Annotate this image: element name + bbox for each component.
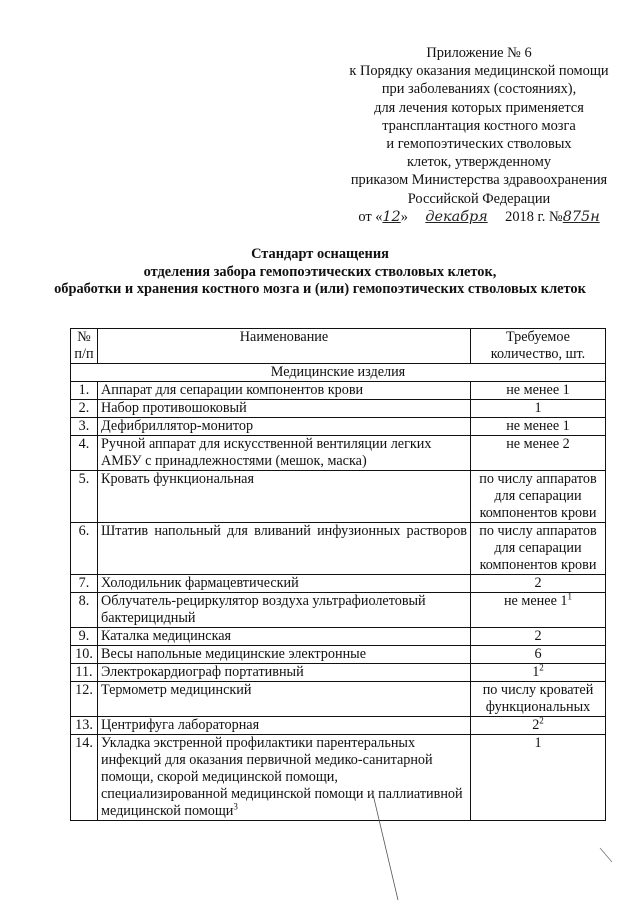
- row-qty: по числу кроватей функциональных: [471, 682, 606, 717]
- annex-line: клеток, утвержденному: [406, 154, 552, 171]
- row-num: 2.: [71, 400, 98, 418]
- annex-line: и гемопоэтических стволовых: [386, 136, 572, 153]
- row-name: Штатив напольный для вливаний инфузионных растворов: [98, 523, 471, 575]
- row-name: Набор противошоковый: [98, 400, 471, 418]
- annex-line: Российской Федерации: [407, 190, 551, 207]
- annex-line: для лечения которых применяется: [374, 99, 584, 116]
- row-qty: 1: [471, 735, 606, 821]
- footnote-ref: 3: [233, 801, 238, 812]
- row-num: 9.: [71, 628, 98, 646]
- row-num: 13.: [71, 717, 98, 735]
- order-day: 12: [382, 208, 401, 225]
- row-qty: не менее 1: [471, 418, 606, 436]
- row-name: Каталка медицинская: [98, 628, 471, 646]
- row-qty: не менее 2: [471, 436, 606, 471]
- row-name: Термометр медицинский: [98, 682, 471, 717]
- row-num: 5.: [71, 471, 98, 523]
- row-name: Укладка экстренной профилактики парентеральных инфекций для оказания первичной медико-санитарной помощи, скорой медицинской помощи, специализированной медицинской помощи и паллиативной медицинской помощи: [101, 735, 463, 819]
- pen-stroke: [600, 848, 612, 862]
- row-qty: не менее 1: [503, 593, 568, 609]
- pen-stroke: [372, 790, 398, 900]
- row-qty: 1: [471, 400, 606, 418]
- footnote-ref: 2: [539, 662, 544, 673]
- section-title: Медицинские изделия: [71, 364, 606, 382]
- order-year: 2018 г. №: [505, 208, 563, 225]
- row-qty: 2: [471, 575, 606, 593]
- order-number: 875н: [562, 208, 600, 225]
- annex-line: трансплантация костного мозга: [382, 117, 576, 134]
- row-num: 3.: [71, 418, 98, 436]
- row-name: Электрокардиограф портативный: [98, 664, 471, 682]
- annex-line: Приложение № 6: [426, 45, 532, 61]
- row-name: Ручной аппарат для искусственной вентиляции легких АМБУ с принадлежностями (мешок, маска): [98, 436, 471, 471]
- row-qty: 1: [532, 664, 540, 680]
- row-name: Холодильник фармацевтический: [98, 575, 471, 593]
- title-line: обработки и хранения костного мозга и (или) гемопоэтических стволовых клеток: [54, 281, 586, 297]
- header-name: Наименование: [98, 329, 471, 364]
- header-qty: Требуемое количество, шт.: [471, 329, 606, 364]
- row-qty: 2: [471, 628, 606, 646]
- row-num: 14.: [71, 735, 98, 821]
- row-qty: по числу аппаратов для сепарации компонентов крови: [471, 471, 606, 523]
- row-num: 6.: [71, 523, 98, 575]
- annex-line: при заболеваниях (состояниях),: [381, 81, 577, 98]
- row-name: Аппарат для сепарации компонентов крови: [98, 382, 471, 400]
- order-mid: »: [400, 208, 408, 225]
- row-name: Облучатель-рециркулятор воздуха ультрафиолетовый бактерицидный: [98, 593, 471, 628]
- annex-line: к Порядку оказания медицинской помощи: [349, 63, 609, 80]
- row-num: 7.: [71, 575, 98, 593]
- order-month: декабря: [425, 208, 488, 225]
- row-num: 8.: [71, 593, 98, 628]
- row-qty: 6: [471, 646, 606, 664]
- title-line: отделения забора гемопоэтических стволовых клеток,: [143, 263, 497, 280]
- row-num: 10.: [71, 646, 98, 664]
- row-qty: по числу аппаратов для сепарации компонентов крови: [471, 523, 606, 575]
- annex-line: приказом Министерства здравоохранения: [350, 172, 608, 189]
- footnote-ref: 1: [567, 591, 573, 602]
- row-num: 11.: [71, 664, 98, 682]
- row-name: Дефибриллятор-монитор: [98, 418, 471, 436]
- row-num: 12.: [71, 682, 98, 717]
- row-num: 4.: [71, 436, 98, 471]
- row-name: Центрифуга лабораторная: [98, 717, 471, 735]
- row-num: 1.: [71, 382, 98, 400]
- row-name: Кровать функциональная: [98, 471, 471, 523]
- row-name: Весы напольные медицинские электронные: [98, 646, 471, 664]
- footnote-ref: 2: [539, 715, 544, 726]
- title-line: Стандарт оснащения: [251, 246, 389, 262]
- row-qty: не менее 1: [471, 382, 606, 400]
- header-num: № п/п: [71, 329, 98, 364]
- row-qty: 2: [532, 717, 540, 733]
- order-prefix: от «: [358, 208, 383, 225]
